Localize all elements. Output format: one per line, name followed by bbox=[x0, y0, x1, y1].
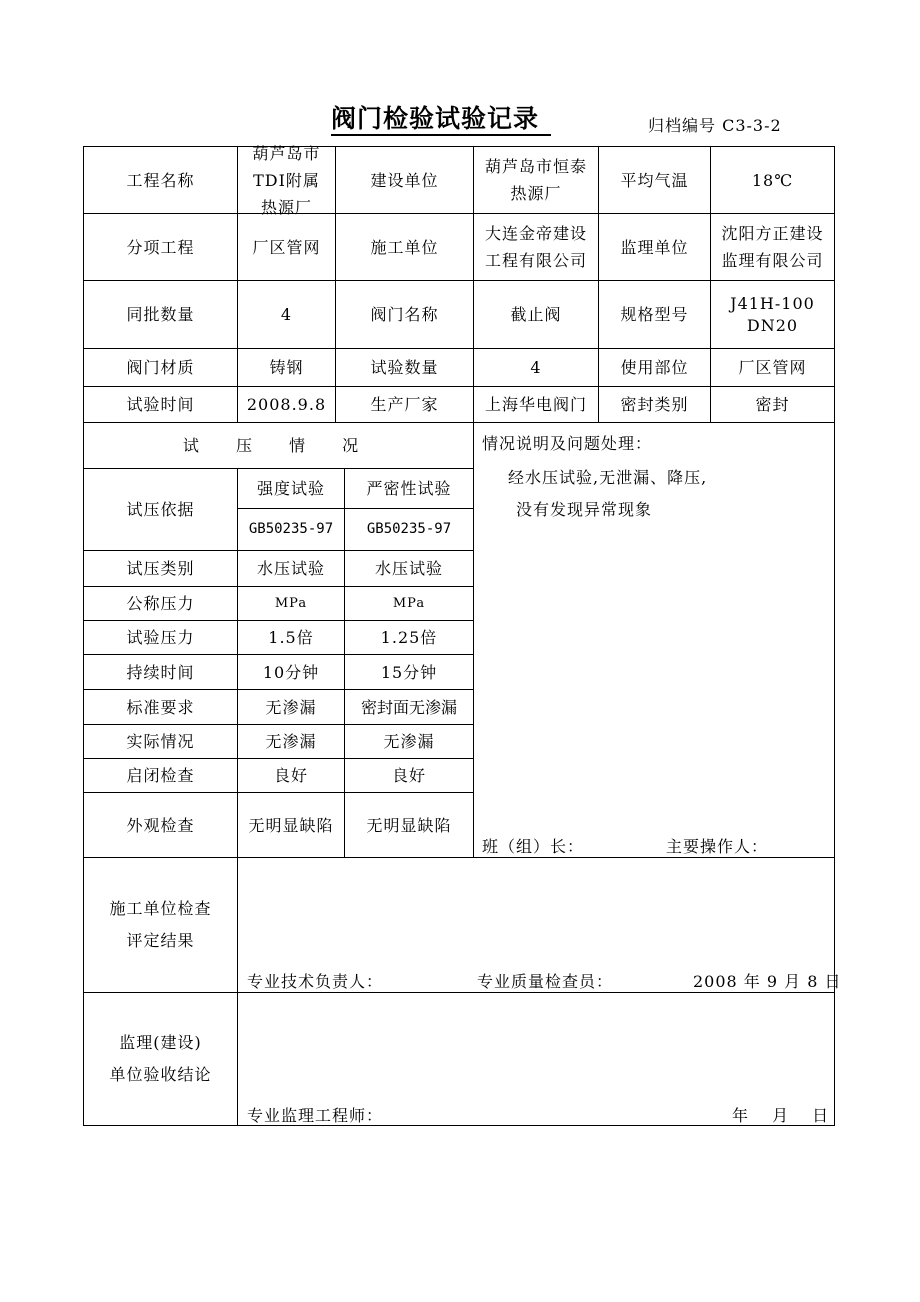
supervision-unit-value: 沈阳方正建设监理有限公司 bbox=[711, 214, 834, 281]
pressure-row-tightness: 无渗漏 bbox=[345, 725, 474, 759]
pressure-row-strength: 10分钟 bbox=[238, 655, 345, 690]
inspection-label-line-1: 施工单位检查 bbox=[109, 899, 212, 918]
pressure-row-label: 试压类别 bbox=[84, 551, 238, 587]
pressure-row-strength: MPa bbox=[238, 587, 345, 621]
supervision-unit-label: 监理单位 bbox=[599, 214, 711, 281]
tightness-header: 严密性试验 bbox=[345, 469, 474, 509]
notes-heading: 情况说明及问题处理： bbox=[482, 434, 653, 453]
pressure-row-label: 外观检查 bbox=[84, 793, 238, 858]
supervision-engineer-label: 专业监理工程师： bbox=[247, 1106, 384, 1125]
pressure-row-strength: 水压试验 bbox=[238, 551, 345, 587]
pressure-row-tightness: 密封面无渗漏 bbox=[345, 690, 474, 725]
avg-temp-label: 平均气温 bbox=[599, 147, 711, 214]
pressure-row-tightness: MPa bbox=[345, 587, 474, 621]
record-table bbox=[83, 143, 842, 1126]
project-name-label: 工程名称 bbox=[84, 147, 238, 214]
pressure-row-label: 试验压力 bbox=[84, 621, 238, 655]
spec-value bbox=[711, 281, 834, 349]
supervision-label bbox=[84, 993, 238, 1125]
usage-label: 使用部位 bbox=[599, 349, 711, 387]
pressure-row-label: 实际情况 bbox=[84, 725, 238, 759]
spec-label: 规格型号 bbox=[599, 281, 711, 349]
test-qty-label: 试验数量 bbox=[336, 349, 474, 387]
builder-label: 建设单位 bbox=[336, 147, 474, 214]
pressure-row-tightness: 1.25倍 bbox=[345, 621, 474, 655]
supervision-label-line-2: 单位验收结论 bbox=[109, 1065, 212, 1084]
tech-lead-label: 专业技术负责人： bbox=[247, 972, 384, 991]
project-name-value: 葫芦岛市TDI附属热源厂 bbox=[238, 147, 336, 214]
pressure-row-tightness: 良好 bbox=[345, 759, 474, 793]
pressure-row-strength: 无明显缺陷 bbox=[238, 793, 345, 858]
basis-label: 试压依据 bbox=[84, 469, 238, 551]
basis-strength: GB50235-97 bbox=[238, 509, 345, 551]
batch-qty-label: 同批数量 bbox=[84, 281, 238, 349]
pressure-row-tightness: 15分钟 bbox=[345, 655, 474, 690]
sub-project-label: 分项工程 bbox=[84, 214, 238, 281]
spec-value-line-1: J41H-100 bbox=[730, 293, 815, 313]
pressure-row-strength: 无渗漏 bbox=[238, 690, 345, 725]
team-leader-label: 班（组）长： bbox=[482, 837, 585, 856]
pressure-section-title: 试 压 情 况 bbox=[84, 423, 474, 469]
pressure-row-label: 启闭检查 bbox=[84, 759, 238, 793]
pressure-row-label: 持续时间 bbox=[84, 655, 238, 690]
material-value: 铸钢 bbox=[238, 349, 336, 387]
inspection-date: 2008 年 9 月 8 日 bbox=[693, 972, 842, 991]
valve-name-value: 截止阀 bbox=[474, 281, 599, 349]
pressure-row-label: 公称压力 bbox=[84, 587, 238, 621]
pressure-row-strength: 无渗漏 bbox=[238, 725, 345, 759]
test-time-value: 2008.9.8 bbox=[238, 387, 336, 423]
sub-project-value: 厂区管网 bbox=[238, 214, 336, 281]
notes-area bbox=[474, 423, 834, 858]
basis-tightness: GB50235-97 bbox=[345, 509, 474, 551]
document-title: 阀门检验试验记录 bbox=[331, 104, 551, 136]
construction-unit-value: 大连金帝建设工程有限公司 bbox=[474, 214, 599, 281]
supervision-label-line-1: 监理(建设) bbox=[119, 1033, 202, 1052]
manufacturer-label: 生产厂家 bbox=[336, 387, 474, 423]
seal-type-value: 密封 bbox=[711, 387, 834, 423]
usage-value: 厂区管网 bbox=[711, 349, 834, 387]
valve-name-label: 阀门名称 bbox=[336, 281, 474, 349]
notes-line-1: 经水压试验,无泄漏、降压, bbox=[508, 468, 708, 487]
pressure-row-strength: 良好 bbox=[238, 759, 345, 793]
pressure-row-tightness: 水压试验 bbox=[345, 551, 474, 587]
pressure-row-label: 标准要求 bbox=[84, 690, 238, 725]
notes-line-2: 没有发现异常现象 bbox=[516, 500, 653, 519]
test-qty-value: 4 bbox=[474, 349, 599, 387]
inspection-label-line-2: 评定结果 bbox=[126, 931, 195, 950]
pressure-row-tightness: 无明显缺陷 bbox=[345, 793, 474, 858]
builder-value: 葫芦岛市恒泰热源厂 bbox=[474, 147, 599, 214]
construction-unit-label: 施工单位 bbox=[336, 214, 474, 281]
archive-number: 归档编号 C3-3-2 bbox=[648, 116, 782, 135]
seal-type-label: 密封类别 bbox=[599, 387, 711, 423]
material-label: 阀门材质 bbox=[84, 349, 238, 387]
supervision-date: 年 月 日 bbox=[732, 1106, 830, 1125]
manufacturer-value: 上海华电阀门 bbox=[474, 387, 599, 423]
quality-inspector-label: 专业质量检查员： bbox=[477, 972, 614, 991]
test-time-label: 试验时间 bbox=[84, 387, 238, 423]
pressure-row-strength: 1.5倍 bbox=[238, 621, 345, 655]
main-operator-label: 主要操作人： bbox=[666, 837, 769, 856]
batch-qty-value: 4 bbox=[238, 281, 336, 349]
inspection-label bbox=[84, 858, 238, 993]
strength-header: 强度试验 bbox=[238, 469, 345, 509]
avg-temp-value: 18℃ bbox=[711, 147, 834, 214]
spec-value-line-2: DN20 bbox=[746, 315, 799, 335]
